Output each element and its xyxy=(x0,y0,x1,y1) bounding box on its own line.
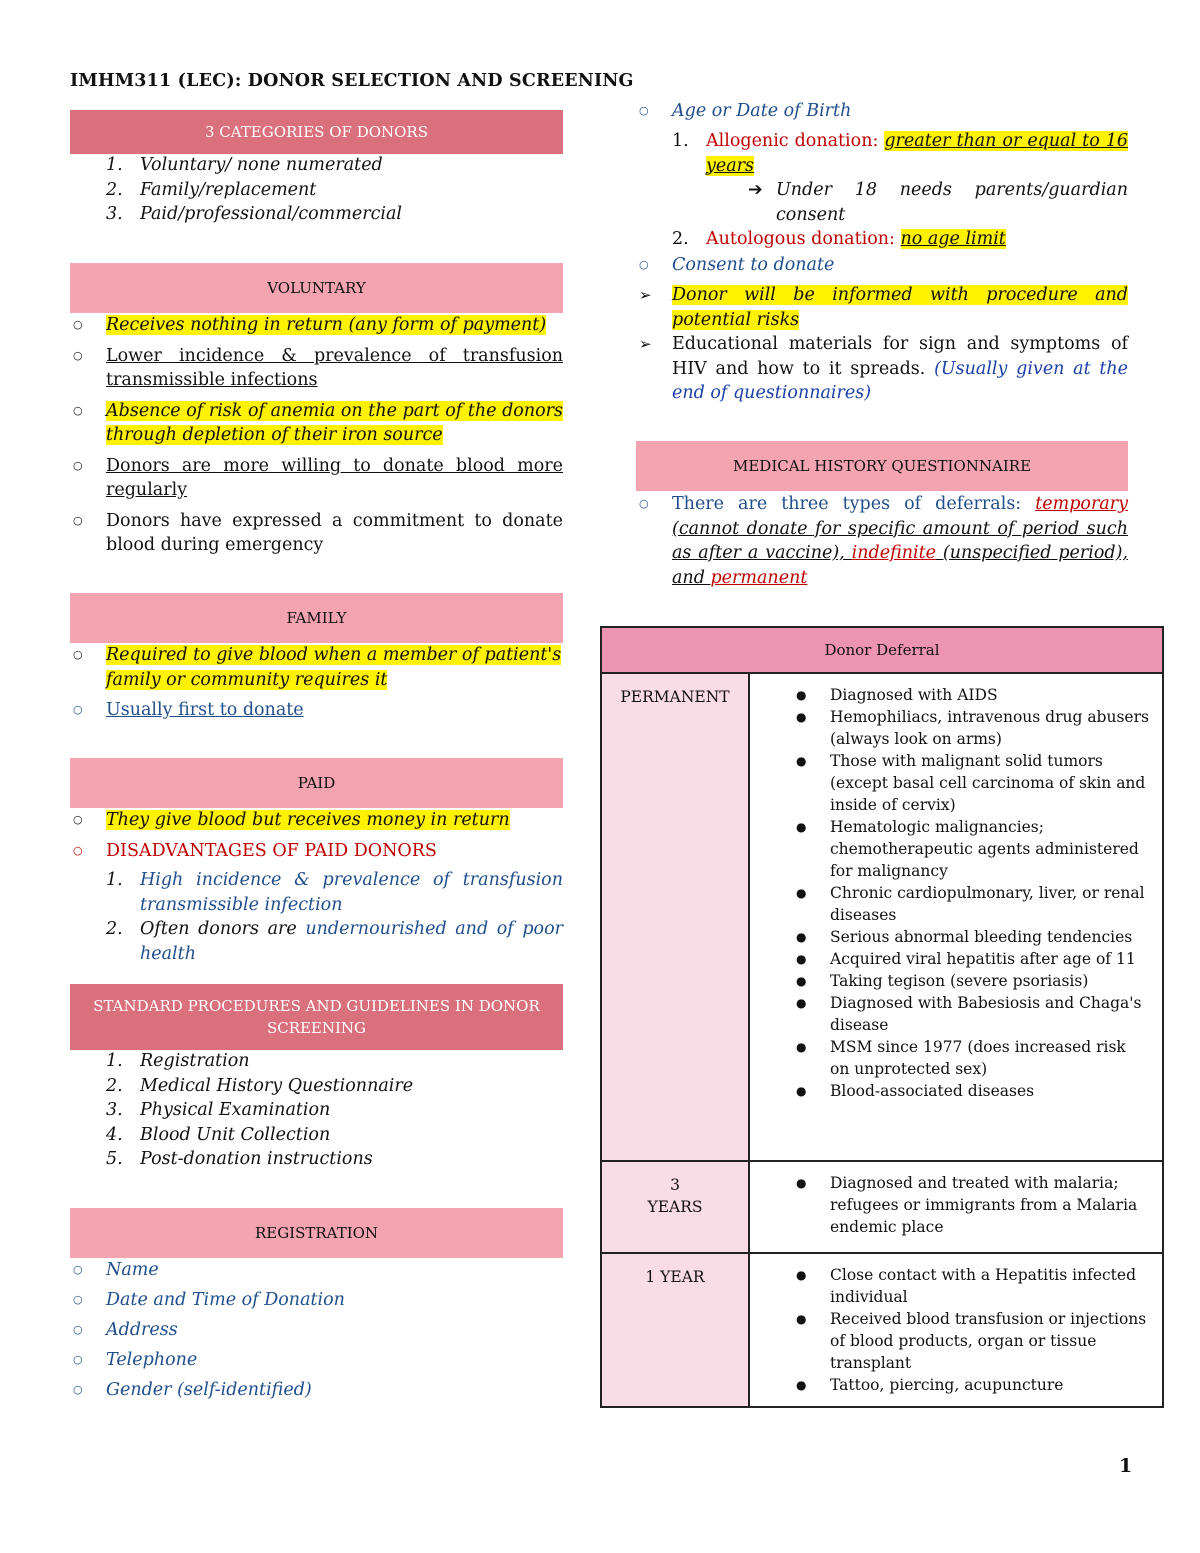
list-item: ○ Address xyxy=(70,1318,563,1343)
list-item: 1. High incidence & prevalence of transfusion transmissible infection xyxy=(106,870,563,915)
table-row xyxy=(602,674,1162,1162)
list-item: ○ Donors are more willing to donate blood more regularly xyxy=(73,455,563,500)
paid-list xyxy=(70,808,563,869)
arrowhead-bullet-icon: ➢ xyxy=(639,335,652,353)
list-item: 4. Blood Unit Collection xyxy=(106,1124,331,1145)
circle-bullet-icon: ○ xyxy=(73,458,83,472)
section-header-categories: 3 CATEGORIES OF DONORS xyxy=(70,110,563,154)
list-item: ○ Donors have expressed a commitment to donate blood during emergency xyxy=(73,510,563,555)
list-item: ○ Gender (self-identified) xyxy=(70,1378,563,1403)
list-item: ○ Consent to donate xyxy=(636,253,1128,278)
bullet-icon: ● xyxy=(796,996,807,1010)
list-item: ○ Date and Time of Donation xyxy=(70,1288,563,1313)
list-item: ○ There are three types of deferrals: temporary (cannot donate for specific amount of period such as after a vaccine), indefinite (unspecified period), and permanent xyxy=(639,494,1128,588)
list-item: ○ Usually first to donate xyxy=(70,698,563,723)
section-header-family: FAMILY xyxy=(70,593,563,643)
list-item: ● Diagnosed with AIDS xyxy=(796,686,998,704)
registration-list xyxy=(70,1258,563,1403)
section-header-voluntary: VOLUNTARY xyxy=(70,263,563,313)
list-item: ○ Lower incidence & prevalence of transfusion transmissible infections xyxy=(73,345,563,390)
list-item: ● Acquired viral hepatitis after age of 11 xyxy=(796,950,1136,968)
bullet-icon: ● xyxy=(796,886,807,900)
autologous-item: 2. Autologous donation: no age limit xyxy=(672,229,1006,249)
list-item: ● Chronic cardiopulmonary, liver, or renal diseases xyxy=(796,884,1145,924)
circle-bullet-icon: ○ xyxy=(73,1293,83,1306)
bullet-icon: ● xyxy=(796,1040,807,1054)
row-content xyxy=(750,1162,1162,1252)
list-item: ○ Telephone xyxy=(70,1348,563,1373)
list-item: ○ DISADVANTAGES OF PAID DONORS xyxy=(70,839,563,864)
bullet-icon: ● xyxy=(796,1268,807,1282)
bullet-icon: ● xyxy=(796,974,807,988)
list-item: ● MSM since 1977 (does increased risk on unprotected sex) xyxy=(796,1038,1126,1078)
document-title: IMHM311 (LEC): DONOR SELECTION AND SCREENING xyxy=(70,71,634,91)
row-label: 1 YEAR xyxy=(602,1254,750,1406)
deferral-types-list xyxy=(636,492,1128,590)
circle-bullet-icon: ○ xyxy=(73,513,83,527)
list-item: ○ Absence of risk of anemia on the part of the donors through depletion of their iron source xyxy=(73,400,563,445)
list-item: 3. Physical Examination xyxy=(106,1100,331,1120)
list-item: ● Those with malignant solid tumors (except basal cell carcinoma of skin and inside of cervix) xyxy=(796,752,1146,814)
section-header-paid: PAID xyxy=(70,758,563,808)
page-number: 1 xyxy=(1119,1455,1133,1477)
bullet-icon: ● xyxy=(796,930,807,944)
under18-item: ➔ Under 18 needs parents/guardian consent xyxy=(748,180,1128,225)
list-item: ○ Receives nothing in return (any form of payment) xyxy=(70,313,563,338)
allogenic-item: 1. Allogenic donation: greater than or equal to 16 years xyxy=(672,131,1128,176)
paid-disadvantages-list xyxy=(70,868,563,966)
bullet-icon: ● xyxy=(796,952,807,966)
circle-bullet-icon: ○ xyxy=(73,348,83,362)
list-item: 2. Family/replacement xyxy=(106,179,317,200)
list-item: ● Received blood transfusion or injections of blood products, organ or tissue transplant xyxy=(796,1310,1147,1372)
list-item: ○ Age or Date of Birth xyxy=(636,99,1128,124)
list-item: ○ They give blood but receives money in return xyxy=(70,808,563,833)
list-item: ● Tattoo, piercing, acupuncture xyxy=(796,1376,1064,1394)
list-item: ➢ Educational materials for sign and symptoms of HIV and how to it spreads. (Usually given at the end of questionnaires) xyxy=(639,334,1128,403)
list-item: 5. Post-donation instructions xyxy=(106,1149,373,1169)
bullet-icon: ● xyxy=(796,1312,807,1326)
list-item: ➢ Donor will be informed with procedure and potential risks xyxy=(639,285,1128,330)
list-item: 3. Paid/professional/commercial xyxy=(106,204,403,224)
circle-bullet-icon: ○ xyxy=(73,1263,83,1276)
table-row xyxy=(602,1162,1162,1254)
row-label: 3 YEARS xyxy=(602,1162,750,1252)
section-header-registration: REGISTRATION xyxy=(70,1208,563,1258)
bullet-icon: ● xyxy=(796,1378,807,1392)
circle-bullet-icon: ○ xyxy=(73,1353,83,1366)
list-item: ● Diagnosed with Babesiosis and Chaga's disease xyxy=(796,994,1142,1034)
age-list xyxy=(636,99,1128,124)
standard-procedures-list xyxy=(70,1049,563,1172)
row-label: PERMANENT xyxy=(602,674,750,1160)
list-item: 1. Registration xyxy=(106,1051,250,1071)
donor-deferral-table xyxy=(600,626,1164,1408)
consent-list xyxy=(636,253,1128,278)
list-item: ● Taking tegison (severe psoriasis) xyxy=(796,972,1089,990)
age-donation-block xyxy=(636,129,1128,252)
circle-bullet-icon: ○ xyxy=(73,703,83,716)
table-row xyxy=(602,1254,1162,1406)
list-item: ○ Name xyxy=(70,1258,563,1283)
bullet-icon: ● xyxy=(796,754,807,768)
circle-bullet-icon: ○ xyxy=(73,318,83,331)
list-item: ● Diagnosed and treated with malaria; refugees or immigrants from a Malaria endemic place xyxy=(796,1174,1138,1236)
circle-bullet-icon: ○ xyxy=(73,813,83,826)
bullet-icon: ● xyxy=(796,1084,807,1098)
bullet-icon: ● xyxy=(796,710,807,724)
bullet-icon: ● xyxy=(796,1176,807,1190)
circle-bullet-icon: ○ xyxy=(73,843,83,857)
circle-bullet-icon: ○ xyxy=(73,1383,83,1396)
circle-bullet-icon: ○ xyxy=(639,258,649,271)
section-header-medical: MEDICAL HISTORY QUESTIONNAIRE xyxy=(636,441,1128,491)
voluntary-list xyxy=(70,313,563,558)
arrow-right-icon: ➔ xyxy=(748,180,763,200)
table-header: Donor Deferral xyxy=(602,628,1162,674)
bullet-icon: ● xyxy=(796,688,807,702)
list-item: ● Blood-associated diseases xyxy=(796,1082,1035,1100)
consent-sublist xyxy=(636,283,1128,406)
circle-bullet-icon: ○ xyxy=(639,104,649,117)
circle-bullet-icon: ○ xyxy=(73,1323,83,1336)
categories-list xyxy=(70,153,563,227)
list-item: 2. Medical History Questionnaire xyxy=(106,1075,414,1096)
circle-bullet-icon: ○ xyxy=(73,403,83,417)
row-content xyxy=(750,674,1162,1160)
list-item: ● Hemophiliacs, intravenous drug abusers (always look on arms) xyxy=(796,708,1149,748)
list-item: 1. Voluntary/ none numerated xyxy=(106,155,383,175)
row-content xyxy=(750,1254,1162,1406)
list-item: ○ Required to give blood when a member of patient's family or community requires it xyxy=(73,645,562,690)
list-item: ● Serious abnormal bleeding tendencies xyxy=(796,928,1133,946)
section-header-standard: STANDARD PROCEDURES AND GUIDELINES IN DONOR SCREENING xyxy=(70,984,563,1050)
circle-bullet-icon: ○ xyxy=(73,648,83,661)
list-item: ● Hematologic malignancies; chemotherapeutic agents administered for malignancy xyxy=(796,818,1139,880)
circle-bullet-icon: ○ xyxy=(639,497,649,510)
arrowhead-bullet-icon: ➢ xyxy=(639,286,652,304)
bullet-icon: ● xyxy=(796,820,807,834)
family-list xyxy=(70,643,563,723)
list-item: ● Close contact with a Hepatitis infected individual xyxy=(796,1266,1136,1306)
list-item: 2. Often donors are undernourished and of poor health xyxy=(106,919,563,964)
